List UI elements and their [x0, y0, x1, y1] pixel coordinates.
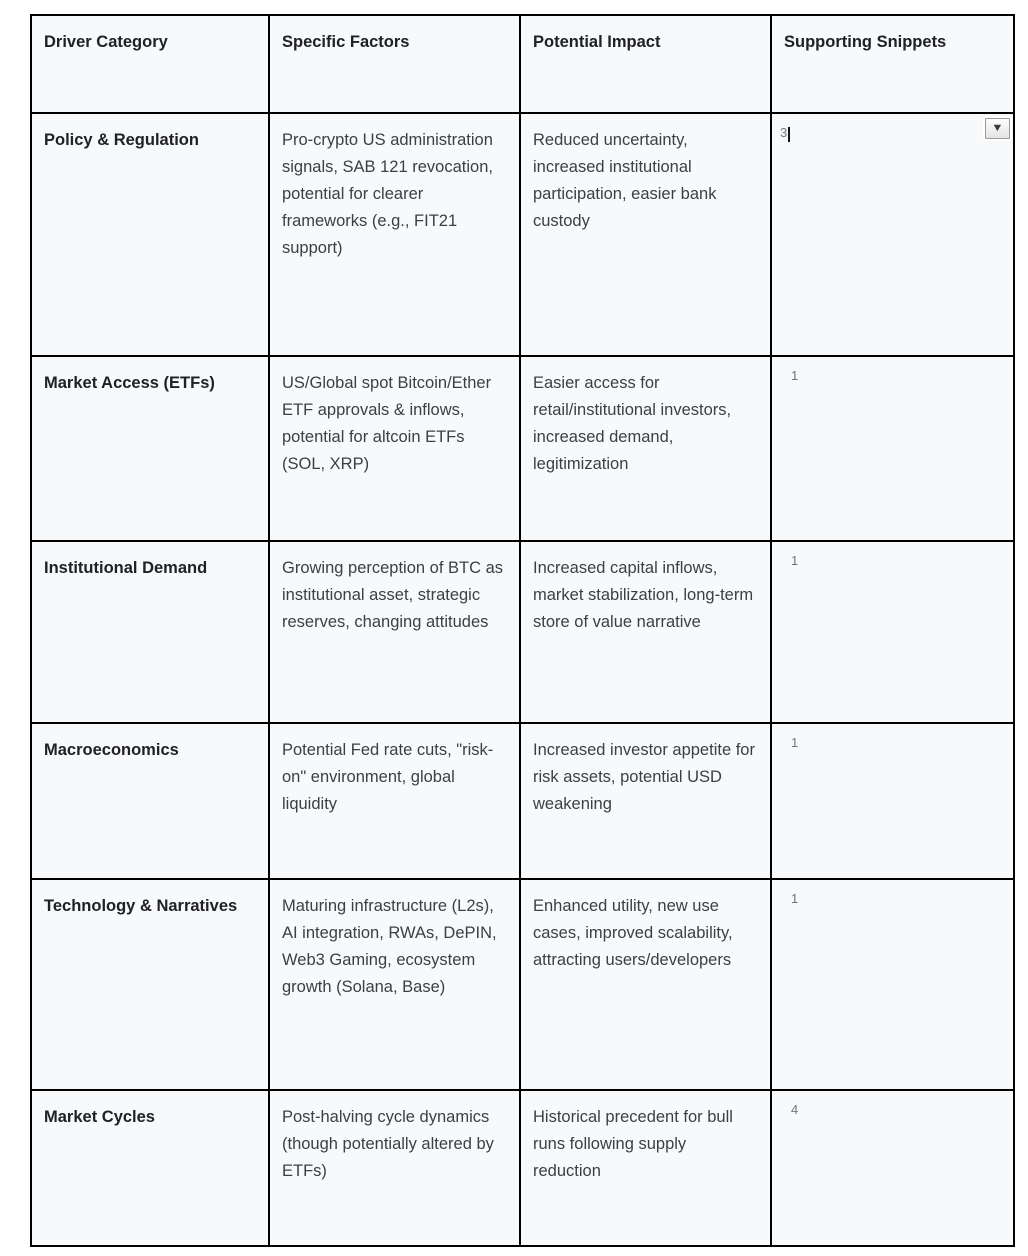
text-cursor: [788, 127, 790, 142]
snippet-value: 3: [780, 125, 788, 140]
cell-factors[interactable]: Potential Fed rate cuts, "risk-on" environment, global liquidity: [269, 723, 520, 879]
cell-category[interactable]: Market Cycles: [31, 1090, 269, 1246]
cell-category[interactable]: Macroeconomics: [31, 723, 269, 879]
cell-snippets[interactable]: [771, 541, 1014, 723]
cell-impact[interactable]: Historical precedent for bull runs following supply reduction: [520, 1090, 771, 1246]
cell-impact[interactable]: Increased investor appetite for risk assets, potential USD weakening: [520, 723, 771, 879]
cell-category[interactable]: Institutional Demand: [31, 541, 269, 723]
snippet-value: 4: [791, 1102, 799, 1117]
cell-factors[interactable]: Growing perception of BTC as institutional asset, strategic reserves, changing attitudes: [269, 541, 520, 723]
table-row-market-access: [31, 356, 1014, 541]
column-header-potential-impact: Potential Impact: [520, 15, 771, 113]
cell-category[interactable]: Market Access (ETFs): [31, 356, 269, 541]
table-row-macroeconomics: [31, 723, 1014, 879]
table-row-technology-narratives: [31, 879, 1014, 1090]
snippet-value: 1: [791, 735, 799, 750]
column-header-specific-factors: Specific Factors: [269, 15, 520, 113]
column-header-supporting-snippets: Supporting Snippets: [771, 15, 1014, 113]
table-row-policy-regulation: [31, 113, 1014, 356]
cell-category[interactable]: Technology & Narratives: [31, 879, 269, 1090]
chevron-down-icon: ▼: [991, 122, 1004, 134]
header-row: [31, 15, 1014, 113]
snippet-value: 1: [791, 553, 799, 568]
cell-factors[interactable]: US/Global spot Bitcoin/Ether ETF approvals & inflows, potential for altcoin ETFs (SOL, XRP): [269, 356, 520, 541]
cell-category[interactable]: Policy & Regulation: [31, 113, 269, 356]
cell-factors[interactable]: Pro-crypto US administration signals, SAB 121 revocation, potential for clearer frameworks (e.g., FIT21 support): [269, 113, 520, 356]
cell-factors[interactable]: Post-halving cycle dynamics (though potentially altered by ETFs): [269, 1090, 520, 1246]
drivers-table: [30, 14, 1015, 1247]
cell-snippets[interactable]: [771, 1090, 1014, 1246]
cell-impact[interactable]: Increased capital inflows, market stabilization, long-term store of value narrative: [520, 541, 771, 723]
cell-snippets[interactable]: [771, 113, 1014, 356]
cell-snippets[interactable]: [771, 879, 1014, 1090]
cell-impact[interactable]: Reduced uncertainty, increased institutional participation, easier bank custody: [520, 113, 771, 356]
cell-impact[interactable]: Enhanced utility, new use cases, improved scalability, attracting users/developers: [520, 879, 771, 1090]
column-header-driver-category: Driver Category: [31, 15, 269, 113]
cell-snippets[interactable]: [771, 356, 1014, 541]
cell-impact[interactable]: Easier access for retail/institutional investors, increased demand, legitimization: [520, 356, 771, 541]
cell-dropdown-button[interactable]: [985, 118, 1010, 139]
cell-factors[interactable]: Maturing infrastructure (L2s), AI integration, RWAs, DePIN, Web3 Gaming, ecosystem growth (Solana, Base): [269, 879, 520, 1090]
snippet-value: 1: [791, 891, 799, 906]
snippet-value: 1: [791, 368, 799, 383]
table-row-institutional-demand: [31, 541, 1014, 723]
table-row-market-cycles: [31, 1090, 1014, 1246]
cell-snippets[interactable]: [771, 723, 1014, 879]
